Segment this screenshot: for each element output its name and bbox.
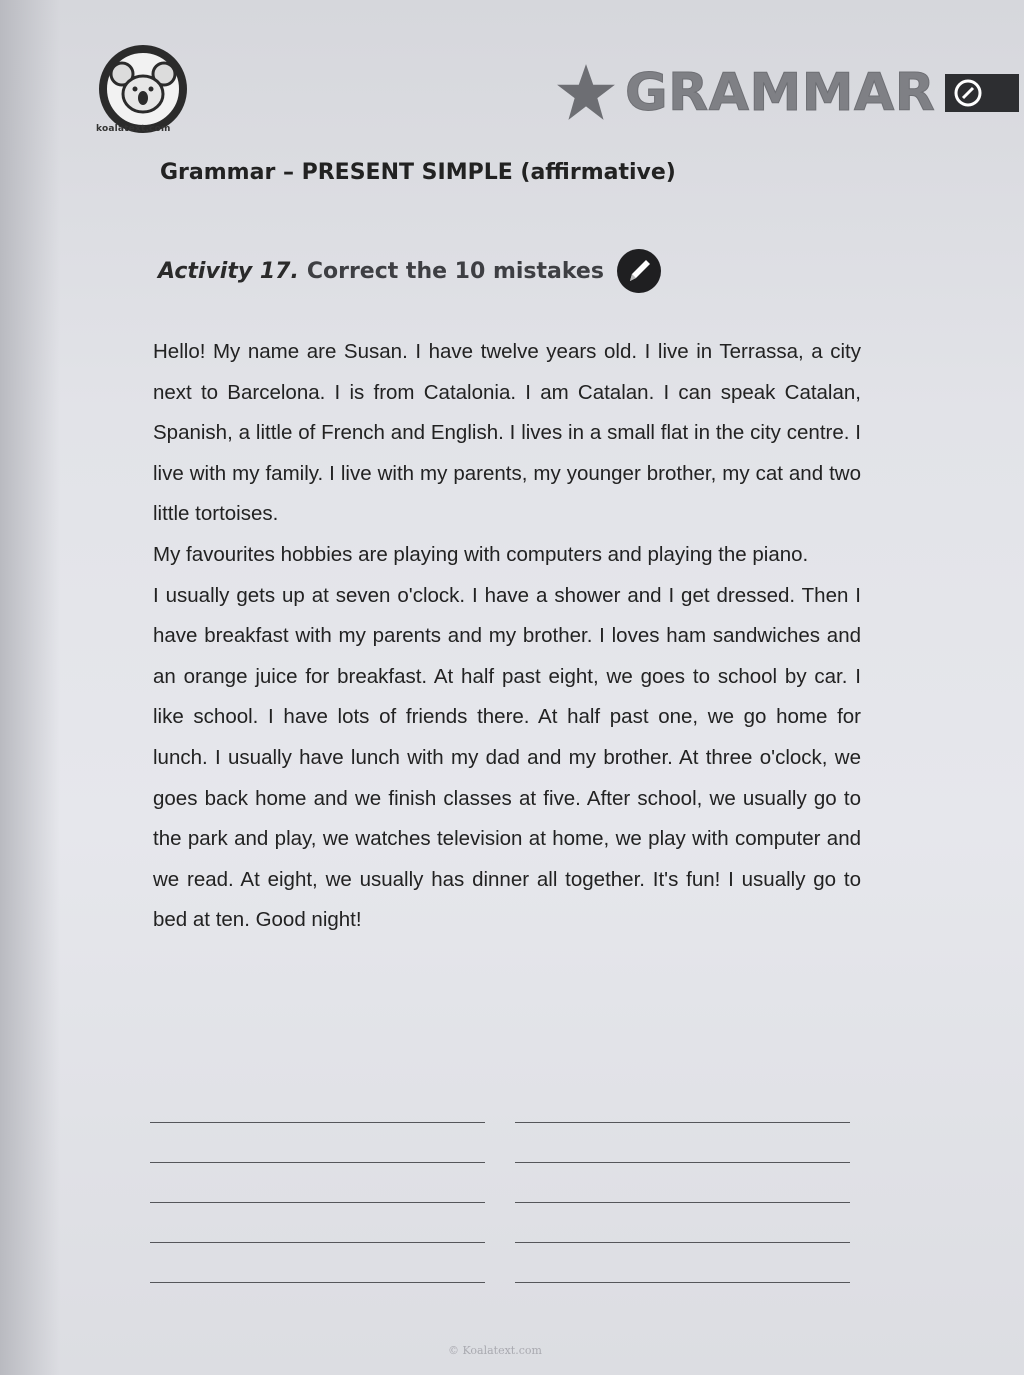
grammar-banner <box>555 58 1019 128</box>
pencil-icon <box>616 248 662 294</box>
answer-line[interactable] <box>515 1190 850 1203</box>
compass-icon <box>953 78 983 108</box>
answer-line[interactable] <box>150 1190 485 1203</box>
grammar-word: GRAMMAR <box>625 63 936 123</box>
answer-line[interactable] <box>515 1110 850 1123</box>
star-icon <box>555 62 617 124</box>
paragraph: I usually gets up at seven o'clock. I have a shower and I get dressed. Then I have breakfast with my parents and my brother. I loves ham sandwiches and an orange juice for breakfast. At half past eight, we goes to school by car. I like school. I have lots of friends there. At half past one, we go home for lunch. I usually have lunch with my dad and my brother. At three o'clock, we goes back home and we finish classes at five. After school, we usually go to the park and play, we watches television at home, we play with computer and we read. At eight, we usually has dinner all together. It's fun! I usually go to bed at ten. Good night! <box>153 583 861 932</box>
activity-heading <box>158 248 662 294</box>
grammar-badge <box>945 74 1019 112</box>
answer-line[interactable] <box>515 1150 850 1163</box>
answer-row <box>150 1110 850 1150</box>
exercise-text <box>153 332 861 941</box>
footer-copyright: © Koalatext.com <box>448 1344 542 1357</box>
answer-row <box>150 1230 850 1270</box>
answer-line[interactable] <box>150 1230 485 1243</box>
paragraph: Hello! My name are Susan. I have twelve years old. I live in Terrassa, a city next to Barcelona. I is from Catalonia. I am Catalan. I can speak Catalan, Spanish, a little of French and English. I lives in a small flat in the city centre. I live with my family. I live with my parents, my younger brother, my cat and two little tortoises. <box>153 340 861 526</box>
logo-caption: koalatext.com <box>96 124 171 134</box>
answer-line[interactable] <box>150 1110 485 1123</box>
answer-line[interactable] <box>515 1230 850 1243</box>
paragraph: My favourites hobbies are playing with computers and playing the piano. <box>153 542 809 566</box>
activity-instruction: Correct the 10 mistakes <box>306 258 604 284</box>
page-title: Grammar – PRESENT SIMPLE (affirmative) <box>160 160 676 185</box>
answer-row <box>150 1270 850 1310</box>
answer-lines <box>150 1110 850 1310</box>
answer-row <box>150 1150 850 1190</box>
answer-line[interactable] <box>150 1270 485 1283</box>
answer-line[interactable] <box>150 1150 485 1163</box>
koala-logo-icon <box>98 44 188 134</box>
answer-row <box>150 1190 850 1230</box>
answer-line[interactable] <box>515 1270 850 1283</box>
activity-number: Activity 17. <box>158 258 299 284</box>
page-shadow <box>0 0 60 1375</box>
